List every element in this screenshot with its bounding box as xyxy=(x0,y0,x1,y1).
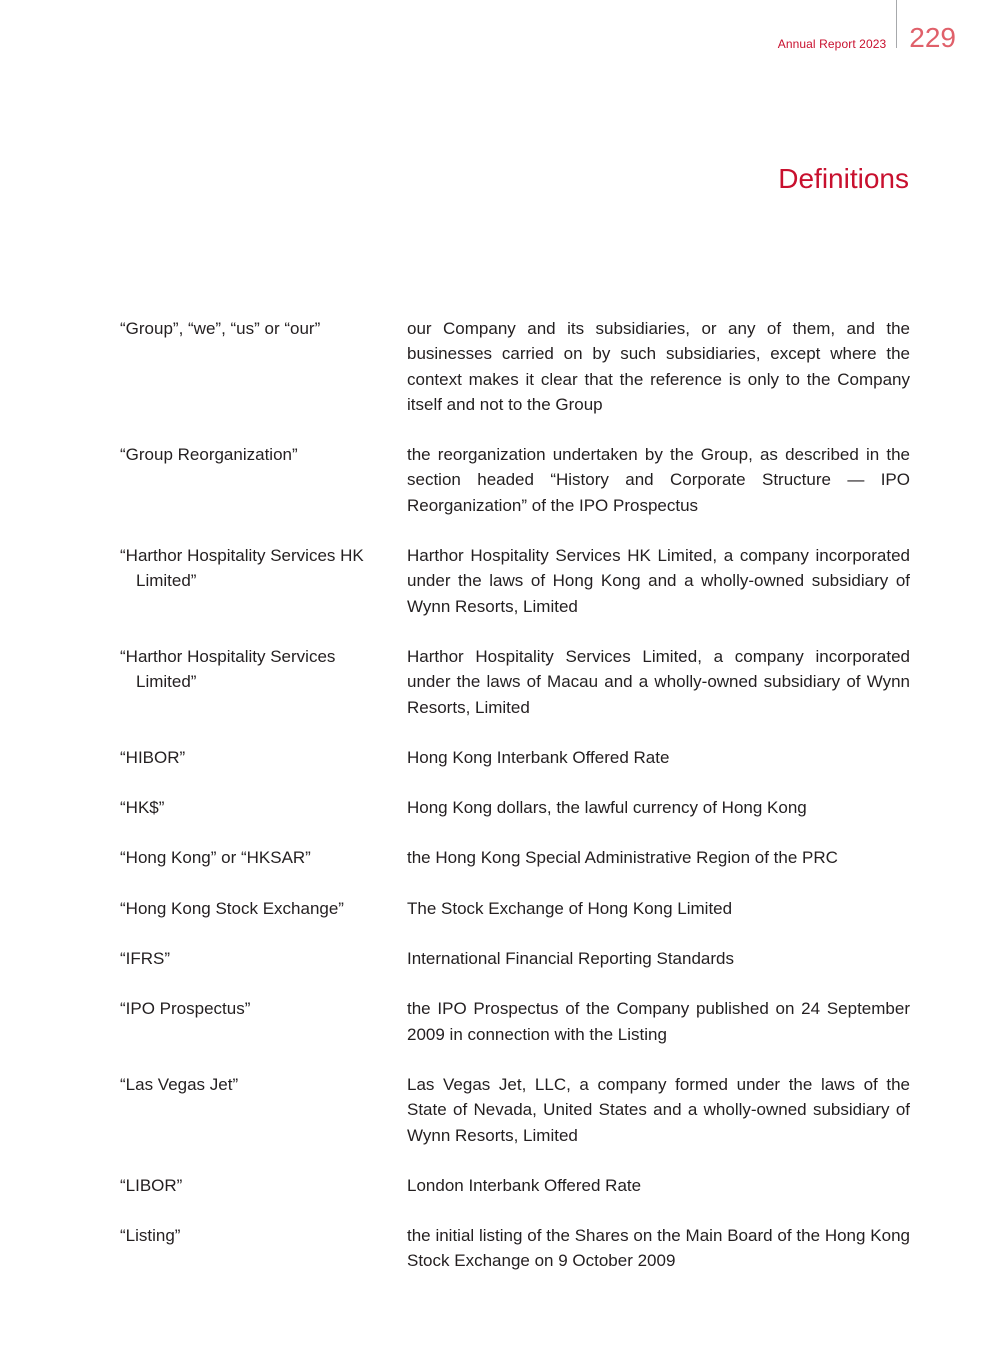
definition-row xyxy=(120,996,910,1047)
definition-text: the IPO Prospectus of the Company published on 24 September 2009 in connection with the Listing xyxy=(407,999,910,1044)
definition-term: “Harthor Hospitality Services Limited” xyxy=(120,646,336,692)
definition-row xyxy=(120,896,910,921)
definition-text: Hong Kong dollars, the lawful currency of Hong Kong xyxy=(407,798,807,818)
definition-text: Harthor Hospitality Services HK Limited, a company incorporated under the laws of Hong Kong and a wholly-owned subsidiary of Wynn Resorts, Limited xyxy=(407,546,910,616)
definition-row xyxy=(120,644,910,720)
definition-text: the initial listing of the Shares on the Main Board of the Hong Kong Stock Exchange on 9 October 2009 xyxy=(407,1226,910,1271)
definition-text: the Hong Kong Special Administrative Region of the PRC xyxy=(407,848,838,868)
definition-term: “IPO Prospectus” xyxy=(120,999,251,1019)
definition-text: Las Vegas Jet, LLC, a company formed under the laws of the State of Nevada, United States and a wholly-owned subsidiary of Wynn Resorts, Limited xyxy=(407,1074,910,1145)
definition-term: “LIBOR” xyxy=(120,1175,183,1195)
definition-row xyxy=(120,795,910,820)
page-header xyxy=(778,0,956,52)
definition-text: the reorganization undertaken by the Group, as described in the section headed “History and Corporate Structure — IPO Reorganization” of the IPO Prospectus xyxy=(407,445,910,515)
definition-row xyxy=(120,1173,910,1198)
definition-row xyxy=(120,543,910,619)
definition-term: “IFRS” xyxy=(120,949,171,969)
definition-text: The Stock Exchange of Hong Kong Limited xyxy=(407,898,733,918)
definition-text: London Interbank Offered Rate xyxy=(407,1175,642,1195)
definition-term: “Group Reorganization” xyxy=(120,445,298,465)
header-divider xyxy=(896,0,897,48)
definitions-list xyxy=(120,316,910,1299)
definition-term: “Listing” xyxy=(120,1226,181,1246)
definition-term: “Harthor Hospitality Services HK Limited” xyxy=(120,546,364,591)
definition-term: “HK$” xyxy=(120,798,165,818)
definition-row xyxy=(120,316,910,417)
definition-row xyxy=(120,845,910,870)
definition-term: “HIBOR” xyxy=(120,747,186,767)
definition-term: “Las Vegas Jet” xyxy=(120,1074,239,1094)
definition-term: “Hong Kong” or “HKSAR” xyxy=(120,848,311,868)
definition-term: “Group”, “we”, “us” or “our” xyxy=(120,319,321,338)
definition-row xyxy=(120,442,910,518)
definition-text: Harthor Hospitality Services Limited, a company incorporated under the laws of Macau and a wholly-owned subsidiary of Wynn Resorts, Limited xyxy=(407,646,910,717)
definition-text: Hong Kong Interbank Offered Rate xyxy=(407,747,670,767)
definition-row xyxy=(120,1072,910,1148)
definition-row xyxy=(120,1223,910,1274)
page-number: 229 xyxy=(909,22,956,53)
definition-row xyxy=(120,946,910,971)
page-title: Definitions xyxy=(778,163,909,194)
definition-term: “Hong Kong Stock Exchange” xyxy=(120,898,344,918)
definition-row xyxy=(120,745,910,770)
definition-text: International Financial Reporting Standards xyxy=(407,949,734,969)
definition-text: our Company and its subsidiaries, or any of them, and the businesses carried on by such subsidiaries, except where the context makes it clear that the reference is only to the Company itself and not to the Group xyxy=(407,319,910,414)
report-label: Annual Report 2023 xyxy=(777,37,887,51)
